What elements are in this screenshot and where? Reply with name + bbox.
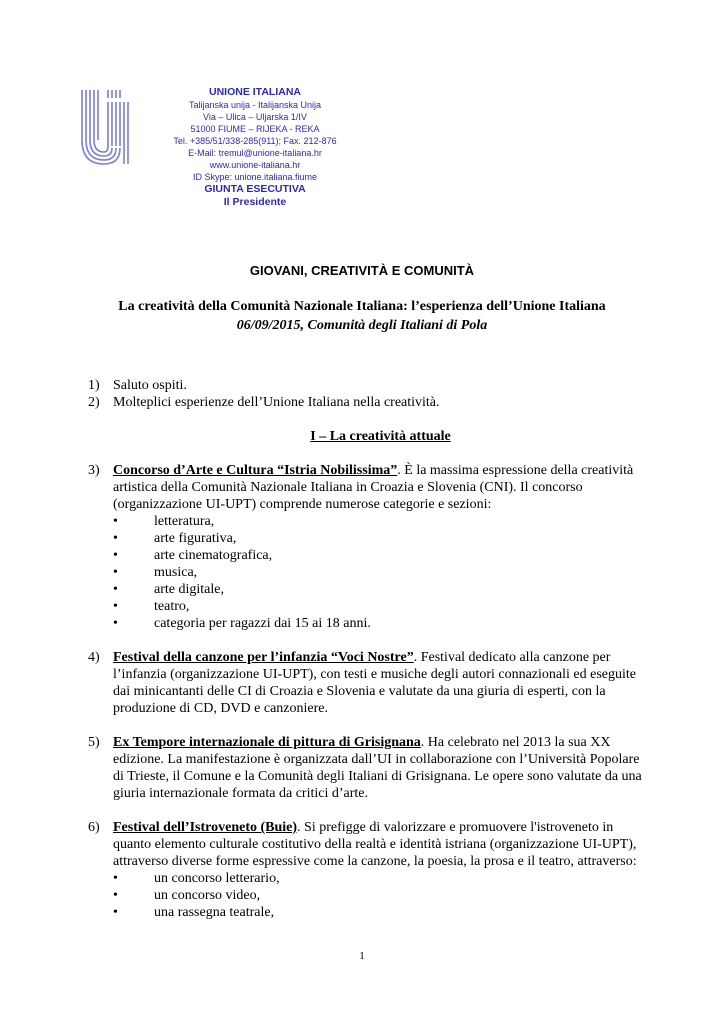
item-text: Saluto ospiti. — [113, 378, 187, 393]
bullet-item — [113, 581, 648, 598]
bullet-text: una rassegna teatrale, — [154, 905, 275, 920]
bullet-item — [113, 870, 648, 887]
bullet-text: musica, — [154, 565, 198, 580]
item-number: 3) — [88, 463, 100, 478]
document-subtitle — [0, 297, 724, 335]
item-number: 2) — [88, 395, 100, 410]
item-heading: Ex Tempore internazionale di pittura di Grisignana — [113, 735, 421, 750]
item-text: . Ha celebrato nel 2013 la sua XX edizione. La manifestazione è organizzata dall’UI in collaborazione con l’Università Popolare di Trieste, il Comune e la Comunità degli Italiani di Grisignana. Le opere sono valutate da una giuria internazionale formata da critici d’arte. — [113, 735, 642, 801]
item-number: 6) — [88, 820, 100, 835]
section-heading: I – La creatività attuale — [310, 429, 451, 444]
letterhead-email: E-Mail: tremul@unione-italiana.hr — [188, 148, 322, 158]
org-name: UNIONE ITALIANA — [209, 86, 301, 98]
bullet-text: arte figurativa, — [154, 531, 237, 546]
item-text: Molteplici esperienze dell’Unione Italiana nella creatività. — [113, 395, 440, 410]
bullet-text: arte cinematografica, — [154, 548, 273, 563]
bullet-icon: • — [113, 531, 118, 546]
item-heading: Festival dell’Istroveneto (Buie) — [113, 820, 298, 835]
list-item — [88, 734, 648, 802]
bullet-item — [113, 904, 648, 921]
bullet-icon: • — [113, 599, 118, 614]
document-body — [88, 377, 648, 921]
letterhead-line-1: Talijanska unija - Italijanska Unija — [188, 100, 322, 110]
giunta-label: GIUNTA ESECUTIVA — [204, 183, 306, 195]
bullet-item — [113, 530, 648, 547]
item-number: 4) — [88, 650, 100, 665]
subtitle-line-2: 06/09/2015, Comunità degli Italiani di Pola — [236, 318, 488, 333]
page-number: 1 — [359, 950, 365, 962]
bullet-icon: • — [113, 514, 118, 529]
item-heading: Concorso d’Arte e Cultura “Istria Nobilissima” — [113, 463, 398, 478]
bullet-text: categoria per ragazzi dai 15 ai 18 anni. — [154, 616, 371, 631]
bullet-item — [113, 887, 648, 904]
letterhead-skype: ID Skype: unione.italiana.fiume — [192, 172, 318, 182]
item-text: . Festival dedicato alla canzone per l’infanzia (organizzazione UI-UPT), con testi e musiche degli autori connazionali ed eseguite dai minicantanti delle CI di Croazia e Slovenia e valutate da una giuria di esperti, con la produzione di CD, DVD e canzoniere. — [113, 650, 636, 716]
list-item — [88, 649, 648, 717]
letterhead-website: www.unione-italiana.hr — [209, 160, 301, 170]
bullet-icon: • — [113, 888, 118, 903]
letterhead-line-2: Via – Ulica – Uljarska 1/IV — [203, 112, 307, 122]
presidente-label: Il Presidente — [223, 196, 287, 208]
unione-italiana-logo — [80, 88, 132, 166]
bullet-icon: • — [113, 548, 118, 563]
bullet-item — [113, 615, 648, 632]
letterhead — [140, 86, 370, 209]
item-heading: Festival della canzone per l’infanzia “Voci Nostre” — [113, 650, 414, 665]
item-text: . È la massima espressione della creatività artistica della Comunità Nazionale Italiana in Croazia e Slovenia (CNI). Il concorso (organizzazione UI-UPT) comprende numerose categorie e sezioni: — [113, 463, 634, 512]
bullet-text: un concorso video, — [154, 888, 261, 903]
bullet-text: teatro, — [154, 599, 190, 614]
item-text: . Si prefigge di valorizzare e promuovere l'istroveneto in quanto elemento culturale costitutivo della realtà e identità istriana (organizzazione UI-UPT), attraverso diverse forme espressive come la canzone, la poesia, la prosa e il teatro, attraverso: — [113, 820, 637, 869]
document-title: GIOVANI, CREATIVITÀ E COMUNITÀ — [249, 263, 475, 278]
letterhead-line-3: 51000 FIUME – RIJEKA - REKA — [190, 124, 320, 134]
bullet-item — [113, 598, 648, 615]
bullet-text: un concorso letterario, — [154, 871, 280, 886]
bullet-text: letteratura, — [154, 514, 215, 529]
letterhead-line-4: Tel. +385/51/338-285(911); Fax. 212-876 — [173, 136, 337, 146]
item-number: 5) — [88, 735, 100, 750]
bullet-icon: • — [113, 565, 118, 580]
list-item — [88, 819, 648, 921]
item-number: 1) — [88, 378, 100, 393]
bullet-text: arte digitale, — [154, 582, 224, 597]
list-item — [88, 394, 648, 411]
bullet-item — [113, 513, 648, 530]
bullet-item — [113, 547, 648, 564]
list-item — [88, 462, 648, 632]
bullet-icon: • — [113, 582, 118, 597]
list-item — [88, 377, 648, 394]
bullet-icon: • — [113, 871, 118, 886]
bullet-icon: • — [113, 616, 118, 631]
bullet-icon: • — [113, 905, 118, 920]
bullet-item — [113, 564, 648, 581]
subtitle-line-1: La creatività della Comunità Nazionale Italiana: l’esperienza dell’Unione Italiana — [118, 299, 606, 314]
